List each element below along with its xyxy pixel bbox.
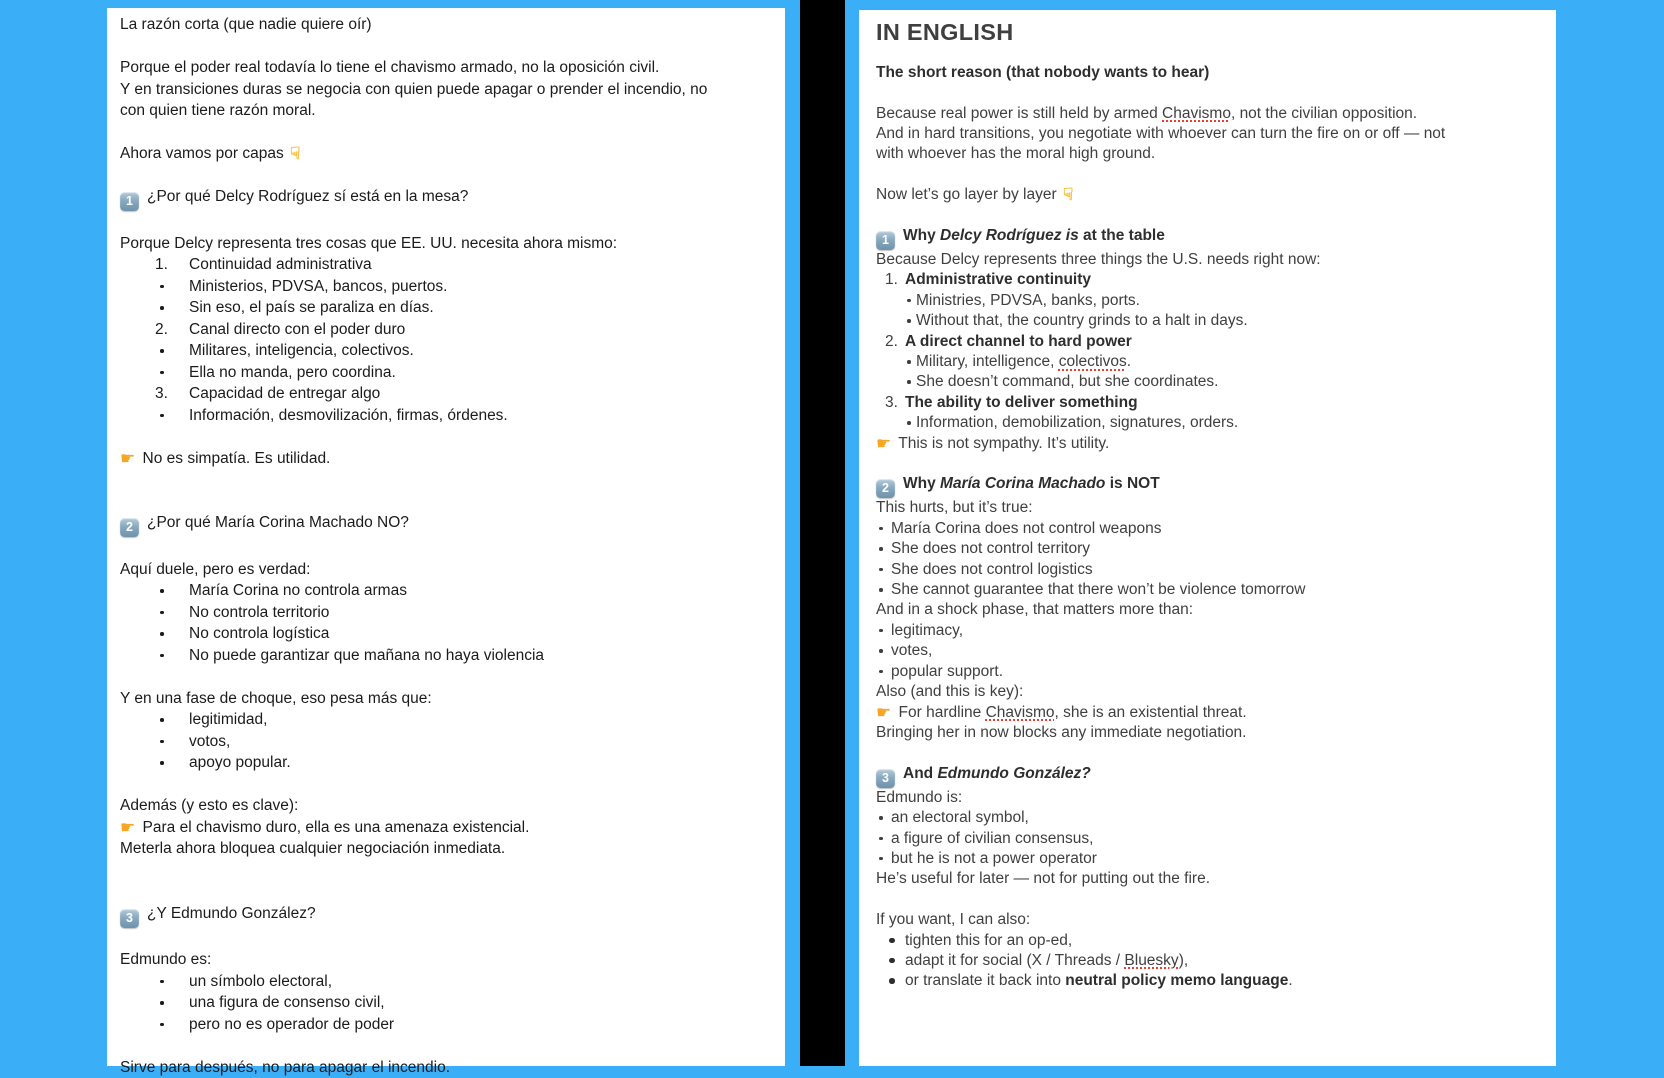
text-line xyxy=(120,992,775,1014)
text-line xyxy=(120,949,775,971)
text-segment: Information, demobilization, signatures, orders. xyxy=(916,414,1238,431)
text-segment: , not the civilian opposition. xyxy=(1231,105,1417,122)
text-segment: And in hard transitions, you negotiate with whoever can turn the fire on or off — not xyxy=(876,125,1445,142)
list-number: 3. xyxy=(155,383,168,405)
text-segment: If you want, I can also: xyxy=(876,911,1030,928)
text-segment: an electoral symbol, xyxy=(891,809,1029,826)
text-line xyxy=(876,226,1546,250)
spanish-document-panel[interactable] xyxy=(107,8,785,1066)
list-number: 1. xyxy=(155,254,168,276)
text-line xyxy=(876,682,1546,702)
keycap-3-icon: 3 xyxy=(120,909,139,928)
text-line xyxy=(120,512,775,537)
list-number: 1. xyxy=(885,270,898,290)
text-line xyxy=(876,560,1546,580)
list-number: 2. xyxy=(885,332,898,352)
text-line xyxy=(876,829,1546,849)
keycap-2-icon: 2 xyxy=(876,479,895,498)
text-line xyxy=(120,79,775,101)
text-segment: La razón corta (que nadie quiere oír) xyxy=(120,16,372,33)
text-line xyxy=(876,311,1546,331)
text-segment: She does not control territory xyxy=(891,540,1090,557)
list-number: 2. xyxy=(155,319,168,341)
text-line xyxy=(876,291,1546,311)
text-line xyxy=(876,332,1546,352)
text-line xyxy=(876,723,1546,743)
text-segment: legitimacy, xyxy=(891,622,963,639)
text-line xyxy=(120,795,775,817)
keycap-2-icon: 2 xyxy=(120,518,139,537)
text-line xyxy=(120,383,775,405)
text-segment: She does not control logistics xyxy=(891,561,1093,578)
keycap-3-icon: 3 xyxy=(876,769,895,788)
text-line xyxy=(876,910,1546,930)
text-line xyxy=(876,498,1546,518)
text-line xyxy=(876,621,1546,641)
text-line xyxy=(876,808,1546,828)
text-segment: apoyo popular. xyxy=(189,754,291,771)
text-line xyxy=(120,143,775,165)
text-segment: No es simpatía. Es utilidad. xyxy=(138,450,330,467)
text-segment: Also (and this is key): xyxy=(876,683,1023,700)
text-segment: Why xyxy=(903,475,940,492)
text-line xyxy=(120,838,775,860)
text-segment: or translate it back into xyxy=(905,972,1065,989)
text-line xyxy=(876,971,1546,991)
keycap-1-icon: 1 xyxy=(876,231,895,250)
text-segment: con quien tiene razón moral. xyxy=(120,102,316,119)
point-right-icon: ☛ xyxy=(876,703,891,722)
text-segment: She doesn’t command, but she coordinates. xyxy=(916,373,1218,390)
text-segment: adapt it for social (X / Threads / xyxy=(905,952,1124,969)
text-segment: Bringing her in now blocks any immediate negotiation. xyxy=(876,724,1247,741)
text-line xyxy=(876,764,1546,788)
text-segment: No controla logística xyxy=(189,625,329,642)
text-segment: A direct channel to hard power xyxy=(905,333,1132,350)
text-line xyxy=(876,703,1546,723)
text-segment: legitimidad, xyxy=(189,711,267,728)
text-segment: a figure of civilian consensus, xyxy=(891,830,1093,847)
text-line xyxy=(876,434,1546,454)
text-segment: María Corina no controla armas xyxy=(189,582,407,599)
text-segment: Sin eso, el país se paraliza en días. xyxy=(189,299,434,316)
text-line xyxy=(120,405,775,427)
text-segment: tighten this for an op-ed, xyxy=(905,932,1072,949)
text-segment: Edmundo González? xyxy=(937,765,1090,782)
text-segment: For hardline xyxy=(894,704,985,721)
text-line xyxy=(120,57,775,79)
text-segment: And xyxy=(903,765,937,782)
text-segment: And in a shock phase, that matters more than: xyxy=(876,601,1193,618)
text-line xyxy=(876,600,1546,620)
text-segment: ), xyxy=(1179,952,1188,969)
text-line xyxy=(876,474,1546,498)
text-segment: Ministries, PDVSA, banks, ports. xyxy=(916,292,1140,309)
text-segment: is NOT xyxy=(1105,475,1159,492)
point-down-icon: ☟ xyxy=(1063,185,1073,204)
text-line xyxy=(120,971,775,993)
text-line xyxy=(876,124,1546,144)
text-segment: Bluesky xyxy=(1124,952,1178,969)
text-segment: Military, intelligence, xyxy=(916,353,1059,370)
text-segment: una figura de consenso civil, xyxy=(189,994,385,1011)
text-line xyxy=(876,270,1546,290)
text-line xyxy=(120,645,775,667)
text-line xyxy=(120,688,775,710)
text-segment: . xyxy=(1288,972,1292,989)
text-segment: Aquí duele, pero es verdad: xyxy=(120,561,310,578)
text-segment: The short reason (that nobody wants to hear) xyxy=(876,64,1209,81)
text-line xyxy=(876,372,1546,392)
text-segment: pero no es operador de poder xyxy=(189,1016,394,1033)
text-segment: Because Delcy represents three things the U.S. needs right now: xyxy=(876,251,1321,268)
text-line xyxy=(120,559,775,581)
text-segment: , she is an existential threat. xyxy=(1055,704,1247,721)
text-line xyxy=(120,903,775,928)
text-segment: She cannot guarantee that there won’t be violence tomorrow xyxy=(891,581,1305,598)
text-segment: Chavismo xyxy=(1162,105,1231,122)
text-segment: Porque Delcy representa tres cosas que EE. UU. necesita ahora mismo: xyxy=(120,235,617,252)
keycap-1-icon: 1 xyxy=(120,192,139,211)
text-line xyxy=(876,393,1546,413)
text-segment: No controla territorio xyxy=(189,604,329,621)
list-number: 3. xyxy=(885,393,898,413)
text-segment: Edmundo es: xyxy=(120,951,211,968)
text-segment: Meterla ahora bloquea cualquier negociación inmediata. xyxy=(120,840,505,857)
text-line xyxy=(876,352,1546,372)
text-segment: neutral policy memo language xyxy=(1065,972,1288,989)
text-segment: Delcy Rodríguez is xyxy=(940,227,1079,244)
point-down-icon: ☟ xyxy=(290,144,300,163)
text-segment: Chavismo xyxy=(986,704,1055,721)
text-segment: Ella no manda, pero coordina. xyxy=(189,364,396,381)
text-segment: . xyxy=(1127,353,1131,370)
text-line xyxy=(120,448,775,470)
text-line xyxy=(120,254,775,276)
text-segment: He’s useful for later — not for putting out the fire. xyxy=(876,870,1210,887)
text-segment: Y en transiciones duras se negocia con quien puede apagar o prender el incendio, no xyxy=(120,81,707,98)
text-line xyxy=(120,276,775,298)
text-segment: votes, xyxy=(891,642,932,659)
text-segment: Canal directo con el poder duro xyxy=(189,321,405,338)
text-segment: Ahora vamos por capas xyxy=(120,145,288,162)
text-segment: María Corina does not control weapons xyxy=(891,520,1162,537)
text-line xyxy=(876,662,1546,682)
text-line xyxy=(876,869,1546,889)
text-line xyxy=(120,623,775,645)
text-line xyxy=(120,1057,775,1078)
text-segment: Para el chavismo duro, ella es una amenaza existencial. xyxy=(138,819,529,836)
text-line xyxy=(876,641,1546,661)
text-line xyxy=(876,580,1546,600)
text-segment: Administrative continuity xyxy=(905,271,1091,288)
text-segment: Because real power is still held by armed xyxy=(876,105,1162,122)
text-segment: Y en una fase de choque, eso pesa más que: xyxy=(120,690,432,707)
page-title xyxy=(876,22,1546,42)
text-segment: colectivos xyxy=(1059,353,1127,370)
text-segment: This hurts, but it’s true: xyxy=(876,499,1033,516)
text-segment: Además (y esto es clave): xyxy=(120,797,298,814)
text-line xyxy=(120,731,775,753)
text-line xyxy=(876,539,1546,559)
text-segment: votos, xyxy=(189,733,230,750)
text-line xyxy=(120,580,775,602)
text-line xyxy=(120,602,775,624)
text-line xyxy=(120,319,775,341)
text-segment: Sirve para después, no para apagar el incendio. xyxy=(120,1059,450,1076)
text-line xyxy=(876,519,1546,539)
text-segment: Información, desmovilización, firmas, órdenes. xyxy=(189,407,508,424)
text-segment: but he is not a power operator xyxy=(891,850,1097,867)
text-line xyxy=(876,849,1546,869)
text-line xyxy=(876,144,1546,164)
text-segment: ¿Por qué Delcy Rodríguez sí está en la mesa? xyxy=(147,188,468,205)
text-segment: The ability to deliver something xyxy=(905,394,1138,411)
point-right-icon: ☛ xyxy=(120,449,135,468)
text-line xyxy=(876,250,1546,270)
text-line xyxy=(120,14,775,36)
text-segment: with whoever has the moral high ground. xyxy=(876,145,1155,162)
english-document-panel[interactable] xyxy=(859,10,1556,1066)
point-right-icon: ☛ xyxy=(876,434,891,453)
text-segment: Continuidad administrativa xyxy=(189,256,372,273)
text-line xyxy=(120,752,775,774)
text-line xyxy=(876,185,1546,205)
text-segment: IN ENGLISH xyxy=(876,19,1013,45)
text-segment: Now let’s go layer by layer xyxy=(876,186,1061,203)
text-line xyxy=(120,297,775,319)
point-right-icon: ☛ xyxy=(120,818,135,837)
text-segment: María Corina Machado xyxy=(940,475,1105,492)
text-segment: popular support. xyxy=(891,663,1003,680)
text-line xyxy=(120,233,775,255)
text-line xyxy=(120,817,775,839)
text-segment: This is not sympathy. It’s utility. xyxy=(894,435,1109,452)
text-segment: Capacidad de entregar algo xyxy=(189,385,380,402)
text-segment: at the table xyxy=(1079,227,1165,244)
text-segment: Militares, inteligencia, colectivos. xyxy=(189,342,414,359)
text-segment: un símbolo electoral, xyxy=(189,973,332,990)
text-line xyxy=(120,1014,775,1036)
text-segment: ¿Por qué María Corina Machado NO? xyxy=(147,514,409,531)
text-line xyxy=(876,104,1546,124)
text-line xyxy=(120,709,775,731)
center-divider-bar xyxy=(800,0,845,1066)
text-line xyxy=(876,931,1546,951)
text-segment: Ministerios, PDVSA, bancos, puertos. xyxy=(189,278,447,295)
text-line xyxy=(120,186,775,211)
text-segment: Porque el poder real todavía lo tiene el chavismo armado, no la oposición civil. xyxy=(120,59,659,76)
text-line xyxy=(876,788,1546,808)
text-line xyxy=(876,63,1546,83)
text-line xyxy=(876,951,1546,971)
text-line xyxy=(120,340,775,362)
text-segment: ¿Y Edmundo González? xyxy=(147,905,316,922)
text-segment: Why xyxy=(903,227,940,244)
text-segment: Without that, the country grinds to a halt in days. xyxy=(916,312,1248,329)
text-line xyxy=(876,413,1546,433)
text-line xyxy=(120,362,775,384)
text-segment: No puede garantizar que mañana no haya violencia xyxy=(189,647,544,664)
text-segment: Edmundo is: xyxy=(876,789,962,806)
text-line xyxy=(120,100,775,122)
